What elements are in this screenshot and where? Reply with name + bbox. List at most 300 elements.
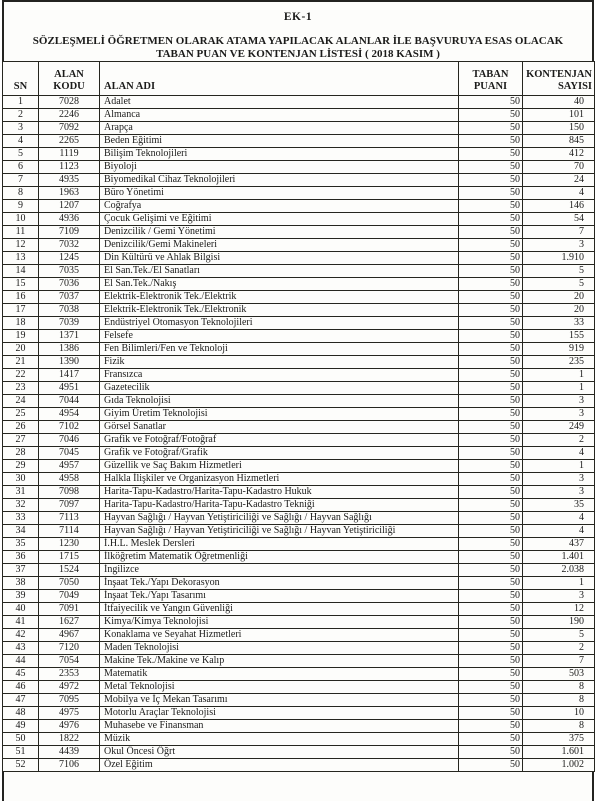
cell-sn: 25 [3,407,39,420]
cell-taban: 50 [459,368,523,381]
doc-title-line1: SÖZLEŞMELİ ÖĞRETMEN OLARAK ATAMA YAPILACAK ALANLAR İLE BAŞVURUYA ESAS OLACAK [32,35,564,47]
cell-kodu: 4972 [39,680,100,693]
cell-kontenjan: 8 [523,693,595,706]
cell-taban: 50 [459,667,523,680]
cell-adi: Grafik ve Fotoğraf/Fotoğraf [100,433,459,446]
cell-kontenjan: 146 [523,199,595,212]
cell-kontenjan: 5 [523,264,595,277]
doc-title-line2: TABAN PUAN VE KONTENJAN LİSTESİ ( 2018 KASIM ) [156,47,440,60]
cell-sn: 8 [3,186,39,199]
table-header-row [3,62,595,96]
cell-taban: 50 [459,134,523,147]
cell-kodu: 2246 [39,108,100,121]
cell-taban: 50 [459,303,523,316]
cell-kontenjan: 8 [523,719,595,732]
cell-sn: 13 [3,251,39,264]
cell-adi: Elektrik-Elektronik Tek./Elektronik [100,303,459,316]
cell-sn: 3 [3,121,39,134]
cell-sn: 23 [3,381,39,394]
cell-taban: 50 [459,459,523,472]
cell-kodu: 4954 [39,407,100,420]
cell-kodu: 1715 [39,550,100,563]
cell-kodu: 7091 [39,602,100,615]
cell-kodu: 4967 [39,628,100,641]
cell-sn: 14 [3,264,39,277]
cell-kontenjan: 3 [523,589,595,602]
cell-sn: 21 [3,355,39,368]
table-row [3,420,595,433]
cell-adi: El San.Tek./Nakış [100,277,459,290]
cell-taban: 50 [459,758,523,771]
cell-kontenjan: 24 [523,173,595,186]
cell-adi: Bilişim Teknolojileri [100,147,459,160]
cell-adi: El San.Tek./El Sanatları [100,264,459,277]
cell-kodu: 7049 [39,589,100,602]
cell-taban: 50 [459,615,523,628]
cell-kontenjan: 5 [523,628,595,641]
table-row [3,732,595,745]
cell-taban: 50 [459,316,523,329]
cell-sn: 44 [3,654,39,667]
cell-taban: 50 [459,550,523,563]
table-row [3,238,595,251]
cell-kontenjan: 3 [523,485,595,498]
cell-kontenjan: 4 [523,186,595,199]
cell-kodu: 7095 [39,693,100,706]
table-row [3,134,595,147]
cell-kontenjan: 1 [523,368,595,381]
cell-taban: 50 [459,225,523,238]
doc-tag: EK-1 [283,11,313,23]
cell-adi: Mobilya ve İç Mekan Tasarımı [100,693,459,706]
cell-adi: Motorlu Araçlar Teknolojisi [100,706,459,719]
cell-kontenjan: 1.002 [523,758,595,771]
cell-sn: 37 [3,563,39,576]
cell-kontenjan: 235 [523,355,595,368]
cell-taban: 50 [459,147,523,160]
table-row [3,173,595,186]
cell-sn: 28 [3,446,39,459]
cell-adi: Okul Öncesi Öğrt [100,745,459,758]
cell-adi: Hayvan Sağlığı / Hayvan Yetiştiriciliği ve Sağlığı / Hayvan Sağlığı [100,511,459,524]
table-row [3,485,595,498]
cell-kodu: 7109 [39,225,100,238]
cell-kontenjan: 7 [523,654,595,667]
table-row [3,615,595,628]
cell-taban: 50 [459,160,523,173]
table-row [3,459,595,472]
cell-adi: Maden Teknolojisi [100,641,459,654]
cell-sn: 7 [3,173,39,186]
cell-adi: Metal Teknolojisi [100,680,459,693]
cell-sn: 32 [3,498,39,511]
cell-kodu: 1822 [39,732,100,745]
table-row [3,537,595,550]
cell-kontenjan: 2 [523,641,595,654]
cell-kodu: 4958 [39,472,100,485]
cell-kontenjan: 40 [523,95,595,108]
cell-adi: Fransızca [100,368,459,381]
cell-sn: 4 [3,134,39,147]
cell-kodu: 4975 [39,706,100,719]
cell-taban: 50 [459,212,523,225]
cell-kontenjan: 4 [523,446,595,459]
cell-adi: Denizcilik / Gemi Yönetimi [100,225,459,238]
cell-kontenjan: 375 [523,732,595,745]
cell-kontenjan: 1 [523,576,595,589]
table-row [3,472,595,485]
cell-adi: Büro Yönetimi [100,186,459,199]
cell-kontenjan: 3 [523,472,595,485]
column-header-kodu: ALAN KODU [39,62,100,96]
cell-sn: 50 [3,732,39,745]
cell-kodu: 7038 [39,303,100,316]
table-row [3,667,595,680]
cell-kodu: 1371 [39,329,100,342]
cell-taban: 50 [459,173,523,186]
cell-taban: 50 [459,524,523,537]
cell-taban: 50 [459,121,523,134]
cell-taban: 50 [459,264,523,277]
cell-adi: İngilizce [100,563,459,576]
cell-adi: Adalet [100,95,459,108]
cell-taban: 50 [459,602,523,615]
cell-kodu: 1963 [39,186,100,199]
cell-kodu: 7045 [39,446,100,459]
cell-taban: 50 [459,251,523,264]
cell-adi: Makine Tek./Makine ve Kalıp [100,654,459,667]
cell-adi: Grafik ve Fotoğraf/Grafik [100,446,459,459]
cell-kodu: 4935 [39,173,100,186]
table-row [3,199,595,212]
cell-sn: 24 [3,394,39,407]
cell-adi: Denizcilik/Gemi Makineleri [100,238,459,251]
cell-adi: İlköğretim Matematik Öğretmenliği [100,550,459,563]
cell-taban: 50 [459,342,523,355]
cell-kontenjan: 845 [523,134,595,147]
cell-taban: 50 [459,186,523,199]
cell-taban: 50 [459,719,523,732]
table-row [3,277,595,290]
cell-sn: 17 [3,303,39,316]
cell-adi: Endüstriyel Otomasyon Teknolojileri [100,316,459,329]
table-row [3,342,595,355]
cell-adi: Fizik [100,355,459,368]
table-row [3,381,595,394]
cell-kontenjan: 20 [523,290,595,303]
cell-kodu: 2353 [39,667,100,680]
table-row [3,498,595,511]
cell-kodu: 7102 [39,420,100,433]
cell-sn: 12 [3,238,39,251]
cell-kodu: 1245 [39,251,100,264]
cell-taban: 50 [459,563,523,576]
cell-kontenjan: 2 [523,433,595,446]
cell-sn: 47 [3,693,39,706]
cell-adi: Harita-Tapu-Kadastro/Harita-Tapu-Kadastro Hukuk [100,485,459,498]
table-row [3,407,595,420]
cell-adi: Muhasebe ve Finansman [100,719,459,732]
cell-kodu: 7035 [39,264,100,277]
cell-taban: 50 [459,576,523,589]
cell-taban: 50 [459,199,523,212]
cell-adi: Gazetecilik [100,381,459,394]
cell-kontenjan: 3 [523,238,595,251]
table-row [3,108,595,121]
cell-kontenjan: 1 [523,381,595,394]
cell-kontenjan: 1.910 [523,251,595,264]
cell-kontenjan: 101 [523,108,595,121]
cell-sn: 22 [3,368,39,381]
cell-kodu: 7106 [39,758,100,771]
table-row [3,329,595,342]
cell-sn: 45 [3,667,39,680]
cell-kodu: 7054 [39,654,100,667]
cell-sn: 52 [3,758,39,771]
column-header-taban: TABAN PUANI [459,62,523,96]
cell-kontenjan: 5 [523,277,595,290]
doc-title [4,35,592,60]
cell-taban: 50 [459,641,523,654]
cell-kontenjan: 919 [523,342,595,355]
cell-adi: Halkla İlişkiler ve Organizasyon Hizmetleri [100,472,459,485]
cell-kodu: 7050 [39,576,100,589]
cell-kodu: 4951 [39,381,100,394]
cell-kodu: 4936 [39,212,100,225]
table-row [3,745,595,758]
cell-kontenjan: 8 [523,680,595,693]
table-row [3,355,595,368]
cell-taban: 50 [459,329,523,342]
cell-sn: 51 [3,745,39,758]
cell-taban: 50 [459,355,523,368]
cell-sn: 18 [3,316,39,329]
table-row [3,446,595,459]
cell-adi: Hayvan Sağlığı / Hayvan Yetiştiriciliği ve Sağlığı / Hayvan Yetiştiriciliği [100,524,459,537]
table-row [3,160,595,173]
table-row [3,680,595,693]
cell-taban: 50 [459,420,523,433]
quota-table [2,61,595,772]
cell-kodu: 4439 [39,745,100,758]
cell-taban: 50 [459,680,523,693]
cell-adi: Müzik [100,732,459,745]
cell-adi: İnşaat Tek./Yapı Tasarımı [100,589,459,602]
cell-kontenjan: 437 [523,537,595,550]
cell-kontenjan: 35 [523,498,595,511]
cell-sn: 19 [3,329,39,342]
cell-kontenjan: 4 [523,511,595,524]
table-row [3,264,595,277]
cell-sn: 26 [3,420,39,433]
table-row [3,602,595,615]
table-row [3,706,595,719]
table-row [3,511,595,524]
cell-taban: 50 [459,706,523,719]
cell-sn: 10 [3,212,39,225]
table-row [3,693,595,706]
cell-kontenjan: 20 [523,303,595,316]
cell-sn: 31 [3,485,39,498]
cell-kodu: 1230 [39,537,100,550]
cell-sn: 30 [3,472,39,485]
cell-sn: 38 [3,576,39,589]
table-row [3,303,595,316]
cell-adi: Konaklama ve Seyahat Hizmetleri [100,628,459,641]
cell-kontenjan: 150 [523,121,595,134]
cell-kontenjan: 503 [523,667,595,680]
cell-kodu: 1386 [39,342,100,355]
cell-adi: Biyoloji [100,160,459,173]
cell-taban: 50 [459,277,523,290]
cell-kodu: 7028 [39,95,100,108]
cell-taban: 50 [459,498,523,511]
cell-taban: 50 [459,628,523,641]
cell-adi: Felsefe [100,329,459,342]
cell-adi: Fen Bilimleri/Fen ve Teknoloji [100,342,459,355]
cell-kontenjan: 155 [523,329,595,342]
cell-taban: 50 [459,732,523,745]
cell-kontenjan: 4 [523,524,595,537]
cell-sn: 42 [3,628,39,641]
table-row [3,641,595,654]
cell-kodu: 7098 [39,485,100,498]
cell-taban: 50 [459,485,523,498]
cell-taban: 50 [459,381,523,394]
cell-sn: 36 [3,550,39,563]
cell-kodu: 7032 [39,238,100,251]
cell-kodu: 1524 [39,563,100,576]
cell-kodu: 7097 [39,498,100,511]
table-row [3,147,595,160]
cell-kontenjan: 7 [523,225,595,238]
column-header-kontenjan: KONTENJAN SAYISI [523,62,595,96]
cell-taban: 50 [459,407,523,420]
cell-sn: 16 [3,290,39,303]
table-row [3,186,595,199]
cell-adi: Çocuk Gelişimi ve Eğitimi [100,212,459,225]
table-row [3,589,595,602]
cell-sn: 40 [3,602,39,615]
table-row [3,524,595,537]
table-row [3,433,595,446]
table-row [3,654,595,667]
cell-sn: 15 [3,277,39,290]
table-row [3,550,595,563]
cell-adi: Almanca [100,108,459,121]
cell-kontenjan: 2.038 [523,563,595,576]
cell-sn: 6 [3,160,39,173]
cell-sn: 41 [3,615,39,628]
cell-adi: Harita-Tapu-Kadastro/Harita-Tapu-Kadastro Tekniği [100,498,459,511]
cell-kodu: 1119 [39,147,100,160]
cell-kodu: 4976 [39,719,100,732]
table-row [3,628,595,641]
cell-sn: 33 [3,511,39,524]
cell-adi: Beden Eğitimi [100,134,459,147]
cell-taban: 50 [459,433,523,446]
cell-taban: 50 [459,108,523,121]
table-row [3,368,595,381]
table-row [3,563,595,576]
cell-kontenjan: 10 [523,706,595,719]
cell-kontenjan: 3 [523,407,595,420]
cell-kodu: 7113 [39,511,100,524]
cell-sn: 34 [3,524,39,537]
cell-adi: Kimya/Kimya Teknolojisi [100,615,459,628]
cell-taban: 50 [459,446,523,459]
cell-kodu: 7114 [39,524,100,537]
table-row [3,394,595,407]
cell-kodu: 4957 [39,459,100,472]
cell-adi: Giyim Üretim Teknolojisi [100,407,459,420]
cell-adi: Elektrik-Elektronik Tek./Elektrik [100,290,459,303]
cell-kodu: 2265 [39,134,100,147]
cell-adi: Matematik [100,667,459,680]
cell-adi: İ.H.L. Meslek Dersleri [100,537,459,550]
table-row [3,212,595,225]
cell-taban: 50 [459,394,523,407]
column-header-sn: SN [3,62,39,96]
cell-taban: 50 [459,654,523,667]
cell-taban: 50 [459,95,523,108]
cell-taban: 50 [459,589,523,602]
cell-kodu: 7092 [39,121,100,134]
cell-sn: 9 [3,199,39,212]
cell-adi: Özel Eğitim [100,758,459,771]
cell-kodu: 1207 [39,199,100,212]
cell-kodu: 7039 [39,316,100,329]
cell-adi: Arapça [100,121,459,134]
cell-kodu: 1627 [39,615,100,628]
cell-kontenjan: 249 [523,420,595,433]
cell-kodu: 7037 [39,290,100,303]
cell-adi: Din Kültürü ve Ahlak Bilgisi [100,251,459,264]
cell-adi: İtfaiyecilik ve Yangın Güvenliği [100,602,459,615]
cell-kontenjan: 3 [523,394,595,407]
table-row [3,95,595,108]
cell-taban: 50 [459,511,523,524]
cell-sn: 11 [3,225,39,238]
cell-taban: 50 [459,745,523,758]
cell-kodu: 1390 [39,355,100,368]
cell-taban: 50 [459,693,523,706]
cell-kodu: 7036 [39,277,100,290]
cell-kontenjan: 412 [523,147,595,160]
cell-sn: 48 [3,706,39,719]
table-row [3,719,595,732]
cell-sn: 46 [3,680,39,693]
cell-adi: Güzellik ve Saç Bakım Hizmetleri [100,459,459,472]
cell-kontenjan: 70 [523,160,595,173]
cell-sn: 27 [3,433,39,446]
cell-taban: 50 [459,290,523,303]
cell-kontenjan: 190 [523,615,595,628]
cell-sn: 29 [3,459,39,472]
table-row [3,121,595,134]
cell-taban: 50 [459,472,523,485]
table-row [3,251,595,264]
column-header-adi: ALAN ADI [100,62,459,96]
cell-sn: 43 [3,641,39,654]
cell-sn: 35 [3,537,39,550]
table-row [3,758,595,771]
cell-kodu: 1123 [39,160,100,173]
cell-kontenjan: 1.401 [523,550,595,563]
cell-sn: 20 [3,342,39,355]
cell-sn: 39 [3,589,39,602]
cell-adi: İnşaat Tek./Yapı Dekorasyon [100,576,459,589]
